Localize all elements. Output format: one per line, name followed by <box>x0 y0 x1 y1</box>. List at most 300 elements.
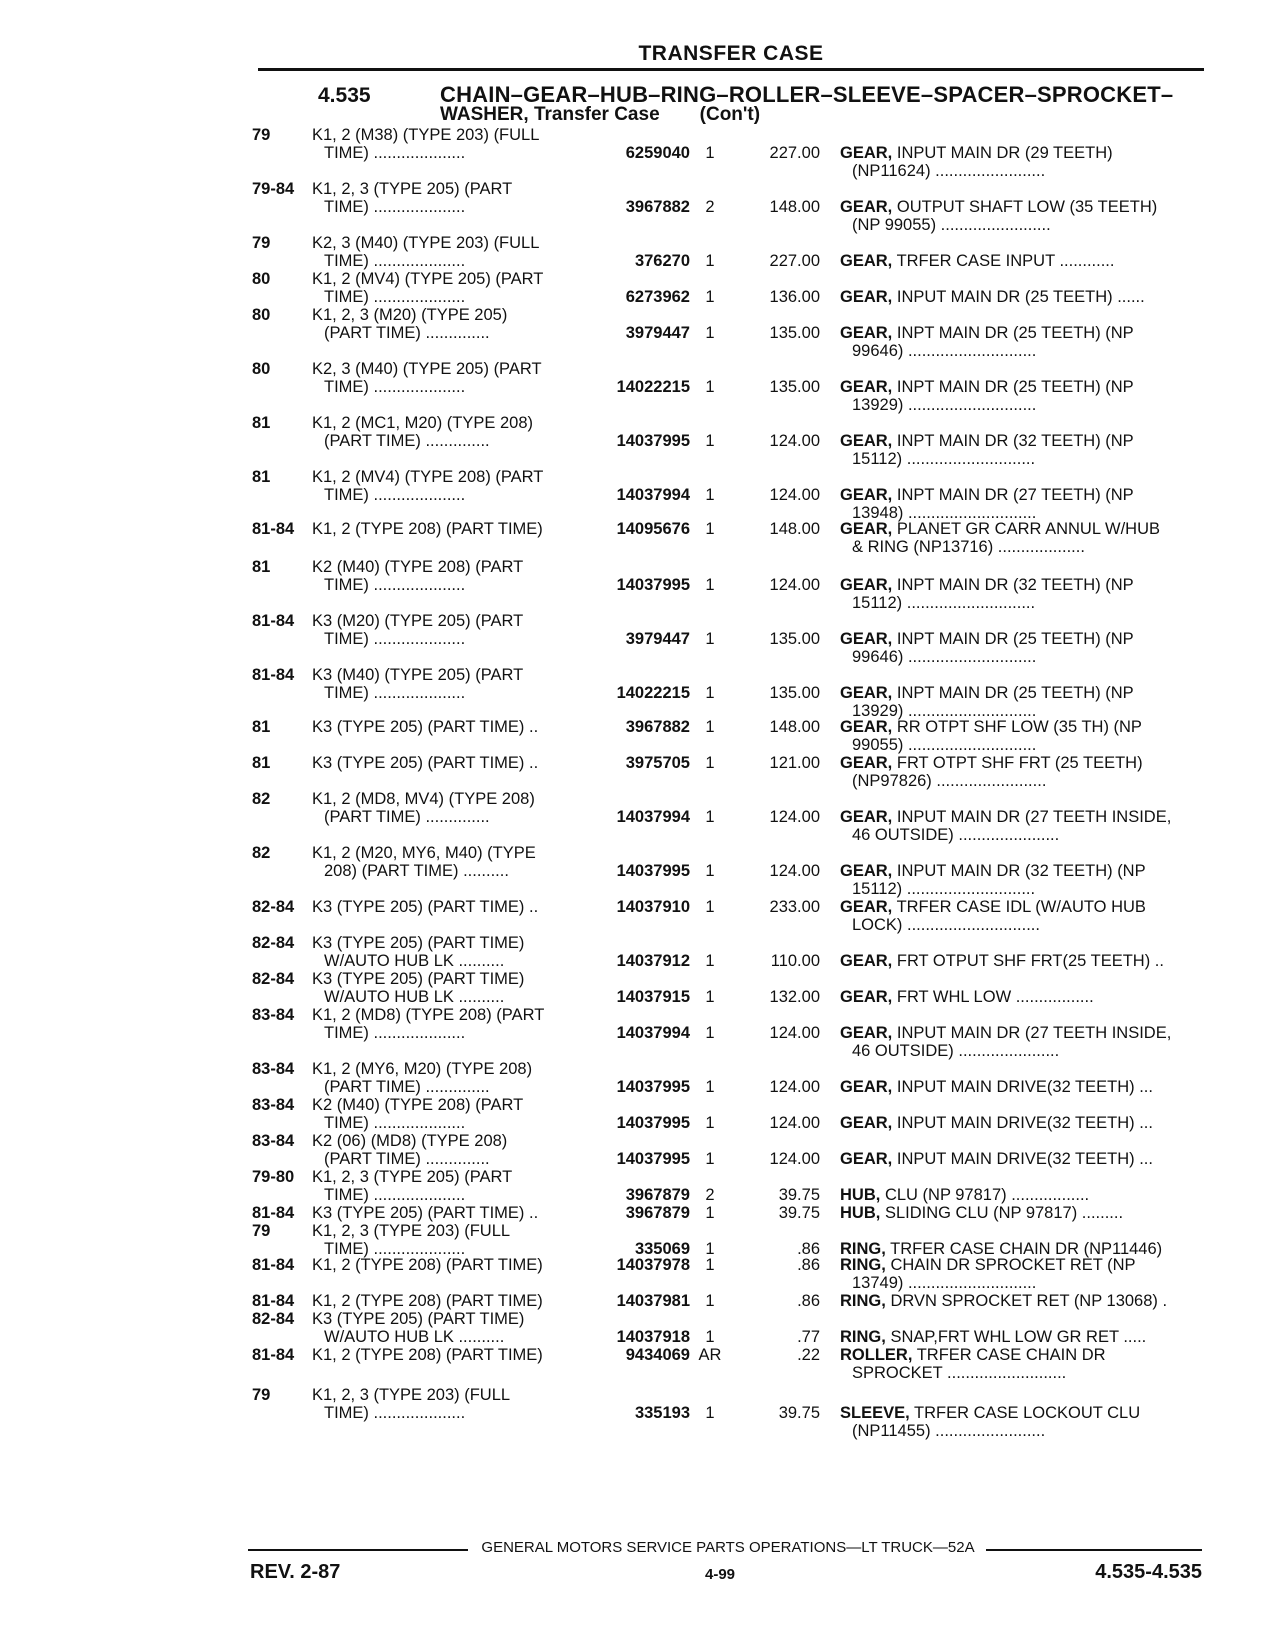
model-year: 79 <box>252 1222 271 1240</box>
description-line2: 99646) ............................ <box>852 342 1037 360</box>
description-line2: (NP 99055) ........................ <box>852 216 1051 234</box>
description-line1: INPUT MAIN DR (25 TEETH) ...... <box>896 288 1145 306</box>
description-line2: 46 OUTSIDE) ...................... <box>852 826 1060 844</box>
application-line1: K1, 2 (TYPE 208) (PART TIME) <box>312 520 543 538</box>
quantity: 1 <box>705 1240 715 1258</box>
model-year: 83-84 <box>252 1096 295 1114</box>
description-line1: TRFER CASE CHAIN DR <box>916 1346 1106 1364</box>
part-number: 3967882 <box>625 198 690 216</box>
model-year: 83-84 <box>252 1132 295 1150</box>
quantity: 1 <box>705 252 715 270</box>
model-year: 80 <box>252 306 271 324</box>
part-name: GEAR, <box>840 1078 893 1096</box>
description-line1: OUTPUT SHAFT LOW (35 TEETH) <box>896 198 1158 216</box>
part-name: GEAR, <box>840 1024 893 1042</box>
part-name: GEAR, <box>840 378 893 396</box>
quantity: 1 <box>705 288 715 306</box>
price: 124.00 <box>769 862 820 880</box>
model-year: 81-84 <box>252 1204 295 1222</box>
footer-section-ref: 4.535-4.535 <box>1095 1561 1202 1583</box>
part-number: 3967879 <box>625 1204 690 1222</box>
application-line1: K1, 2 (MD8) (TYPE 208) (PART <box>312 1006 545 1024</box>
part-name: GEAR, <box>840 1114 893 1132</box>
description <box>840 1404 1210 1423</box>
description-line1: INPUT MAIN DR (27 TEETH INSIDE, <box>896 808 1172 826</box>
description <box>840 1256 1210 1275</box>
part-number: 335069 <box>634 1240 690 1258</box>
model-year: 81 <box>252 558 271 576</box>
description-line1: INPUT MAIN DR (27 TEETH INSIDE, <box>896 1024 1172 1042</box>
quantity: 2 <box>705 198 715 216</box>
quantity: 1 <box>705 1024 715 1042</box>
application-line1: K1, 2 (MV4) (TYPE 208) (PART <box>312 468 544 486</box>
description-line1: INPT MAIN DR (25 TEETH) (NP <box>896 378 1134 396</box>
application-line1: K3 (TYPE 205) (PART TIME) .. <box>312 754 539 772</box>
section-title-line1: CHAIN–GEAR–HUB–RING–ROLLER–SLEEVE–SPACER–SPROCKET– <box>440 82 1174 107</box>
part-number: 14037915 <box>616 988 690 1006</box>
application-line2: TIME) .................... <box>324 144 466 162</box>
model-year: 81-84 <box>252 520 295 538</box>
part-name: GEAR, <box>840 432 893 450</box>
description-line2: 13929) ............................ <box>852 396 1037 414</box>
application-line1: K2 (M40) (TYPE 208) (PART <box>312 558 524 576</box>
description-line1: RR OTPT SHF LOW (35 TH) (NP <box>896 718 1142 736</box>
price: .77 <box>797 1328 820 1346</box>
description <box>840 952 1210 971</box>
model-year: 79 <box>252 126 271 144</box>
footer-publisher: GENERAL MOTORS SERVICE PARTS OPERATIONS—LT TRUCK—52A <box>481 1539 975 1556</box>
description <box>840 1114 1210 1133</box>
price: 135.00 <box>769 378 820 396</box>
part-name: GEAR, <box>840 718 893 736</box>
description <box>840 754 1210 773</box>
part-number: 3979447 <box>625 630 690 648</box>
price: 124.00 <box>769 1024 820 1042</box>
description-line1: TRFER CASE LOCKOUT CLU <box>914 1404 1141 1422</box>
part-number: 6273962 <box>625 288 690 306</box>
application-line2: (PART TIME) .............. <box>324 432 490 450</box>
description <box>840 486 1210 505</box>
description-line2: 13948) ............................ <box>852 504 1037 522</box>
description <box>840 1346 1210 1365</box>
price: 124.00 <box>769 432 820 450</box>
model-year: 81-84 <box>252 1256 295 1274</box>
part-name: RING, <box>840 1292 886 1310</box>
part-number: 376270 <box>634 252 690 270</box>
application-line2: TIME) .................... <box>324 378 466 396</box>
description <box>840 324 1210 343</box>
description-line1: TRFER CASE INPUT ............ <box>896 252 1115 270</box>
application-line1: K1, 2, 3 (TYPE 205) (PART <box>312 1168 513 1186</box>
description-line1: TRFER CASE CHAIN DR (NP11446) <box>890 1240 1163 1258</box>
description-line2: SPROCKET .......................... <box>852 1364 1067 1382</box>
footer-revision: REV. 2-87 <box>250 1561 341 1583</box>
model-year: 82-84 <box>252 1310 295 1328</box>
part-name: GEAR, <box>840 520 893 538</box>
price: 39.75 <box>778 1186 820 1204</box>
quantity: 1 <box>705 144 715 162</box>
application-line1: K1, 2, 3 (TYPE 203) (FULL <box>312 1222 511 1240</box>
part-name: GEAR, <box>840 988 893 1006</box>
quantity: 1 <box>705 520 715 538</box>
price: 135.00 <box>769 684 820 702</box>
model-year: 83-84 <box>252 1006 295 1024</box>
quantity: 1 <box>705 1404 715 1422</box>
description-line1: INPUT MAIN DR (29 TEETH) <box>896 144 1113 162</box>
application-line1: K1, 2 (TYPE 208) (PART TIME) <box>312 1292 543 1310</box>
part-name: GEAR, <box>840 252 893 270</box>
page-title: TRANSFER CASE <box>638 42 824 65</box>
part-name: GEAR, <box>840 862 893 880</box>
part-number: 14037994 <box>616 808 690 826</box>
price: .86 <box>797 1292 820 1310</box>
quantity: 1 <box>705 486 715 504</box>
part-name: GEAR, <box>840 808 893 826</box>
part-number: 14037995 <box>616 432 690 450</box>
application-line2: TIME) .................... <box>324 1404 466 1422</box>
description <box>840 630 1210 649</box>
part-name: RING, <box>840 1256 886 1274</box>
application-line1: K2 (M40) (TYPE 208) (PART <box>312 1096 524 1114</box>
part-number: 14037995 <box>616 862 690 880</box>
description <box>840 1204 1210 1223</box>
description <box>840 1292 1210 1311</box>
model-year: 81 <box>252 718 271 736</box>
quantity: 1 <box>705 808 715 826</box>
quantity: 1 <box>705 378 715 396</box>
part-name: GEAR, <box>840 576 893 594</box>
part-number: 14037995 <box>616 1078 690 1096</box>
application-line1: K1, 2 (MC1, M20) (TYPE 208) <box>312 414 533 432</box>
description-line2: 99646) ............................ <box>852 648 1037 666</box>
application-line1: K1, 2, 3 (M20) (TYPE 205) <box>312 306 508 324</box>
part-name: SLEEVE, <box>840 1404 910 1422</box>
part-number: 14037995 <box>616 1150 690 1168</box>
footer-rule-left <box>248 1549 468 1551</box>
description-line2: 46 OUTSIDE) ...................... <box>852 1042 1060 1060</box>
price: 39.75 <box>778 1404 820 1422</box>
part-name: GEAR, <box>840 324 893 342</box>
description-line1: INPT MAIN DR (25 TEETH) (NP <box>896 324 1134 342</box>
price: 110.00 <box>770 952 820 970</box>
quantity: 1 <box>705 754 715 772</box>
description-line1: INPT MAIN DR (27 TEETH) (NP <box>896 486 1134 504</box>
quantity: 1 <box>705 718 715 736</box>
part-number: 14037994 <box>616 1024 690 1042</box>
application-line2: (PART TIME) .............. <box>324 324 490 342</box>
application-line2: TIME) .................... <box>324 198 466 216</box>
application-line2: W/AUTO HUB LK .......... <box>324 1328 505 1346</box>
description <box>840 520 1210 539</box>
application-line1: K3 (TYPE 205) (PART TIME) .. <box>312 898 539 916</box>
part-name: GEAR, <box>840 952 893 970</box>
model-year: 81-84 <box>252 1346 295 1364</box>
application-line1: K3 (M20) (TYPE 205) (PART <box>312 612 524 630</box>
description-line1: CLU (NP 97817) ................. <box>884 1186 1090 1204</box>
part-number: 6259040 <box>625 144 690 162</box>
application-line1: K1, 2 (M20, MY6, M40) (TYPE <box>312 844 536 862</box>
description-line2: 15112) ............................ <box>852 594 1036 612</box>
description-line2: LOCK) ............................. <box>852 916 1040 934</box>
application-line2: TIME) .................... <box>324 1186 466 1204</box>
application-line2: 208) (PART TIME) .......... <box>324 862 509 880</box>
price: 124.00 <box>769 486 820 504</box>
quantity: 1 <box>705 988 715 1006</box>
price: 148.00 <box>769 520 820 538</box>
description-line1: INPT MAIN DR (25 TEETH) (NP <box>896 630 1134 648</box>
quantity: 1 <box>705 1328 715 1346</box>
description-line1: FRT WHL LOW ................. <box>896 988 1094 1006</box>
price: 124.00 <box>769 1078 820 1096</box>
application-line1: K3 (TYPE 205) (PART TIME) .. <box>312 1204 539 1222</box>
description-line1: INPUT MAIN DRIVE(32 TEETH) ... <box>896 1114 1153 1132</box>
description-line2: (NP11455) ........................ <box>852 1422 1046 1440</box>
part-number: 14037912 <box>616 952 690 970</box>
quantity: 1 <box>705 862 715 880</box>
description <box>840 718 1210 737</box>
part-number: 3967882 <box>625 718 690 736</box>
part-number: 14022215 <box>616 684 690 702</box>
model-year: 81-84 <box>252 666 295 684</box>
price: 136.00 <box>769 288 820 306</box>
price: 135.00 <box>769 324 820 342</box>
model-year: 81 <box>252 468 271 486</box>
price: 227.00 <box>769 252 820 270</box>
part-name: GEAR, <box>840 684 893 702</box>
part-name: GEAR, <box>840 898 893 916</box>
description <box>840 1150 1210 1169</box>
description-line2: & RING (NP13716) ................... <box>852 538 1085 556</box>
application-line2: (PART TIME) .............. <box>324 1078 490 1096</box>
application-line1: K2 (06) (MD8) (TYPE 208) <box>312 1132 508 1150</box>
model-year: 79 <box>252 1386 271 1404</box>
description <box>840 378 1210 397</box>
part-number: 9434069 <box>625 1346 690 1364</box>
description-line1: CHAIN DR SPROCKET RET (NP <box>890 1256 1136 1274</box>
model-year: 80 <box>252 270 271 288</box>
description-line2: 13929) ............................ <box>852 702 1037 720</box>
application-line1: K3 (TYPE 205) (PART TIME) <box>312 970 525 988</box>
model-year: 82-84 <box>252 898 295 916</box>
quantity: 1 <box>705 324 715 342</box>
price: 135.00 <box>769 630 820 648</box>
description-line1: SLIDING CLU (NP 97817) ......... <box>884 1204 1124 1222</box>
description <box>840 898 1210 917</box>
description-line2: 99055) ............................ <box>852 736 1037 754</box>
part-number: 3979447 <box>625 324 690 342</box>
model-year: 82-84 <box>252 934 295 952</box>
part-name: GEAR, <box>840 1150 893 1168</box>
application-line1: K2, 3 (M40) (TYPE 203) (FULL <box>312 234 540 252</box>
application-line2: TIME) .................... <box>324 630 466 648</box>
price: 39.75 <box>778 1204 820 1222</box>
model-year: 81-84 <box>252 612 295 630</box>
quantity: 1 <box>705 432 715 450</box>
description <box>840 252 1210 271</box>
part-name: HUB, <box>840 1186 881 1204</box>
model-year: 82 <box>252 790 271 808</box>
part-number: 14037994 <box>616 486 690 504</box>
part-number: 14037978 <box>616 1256 690 1274</box>
description-line1: INPT MAIN DR (32 TEETH) (NP <box>896 576 1134 594</box>
quantity: 1 <box>705 576 715 594</box>
quantity: 1 <box>705 630 715 648</box>
description-line1: INPUT MAIN DRIVE(32 TEETH) ... <box>896 1078 1153 1096</box>
model-year: 81 <box>252 754 271 772</box>
description-line1: INPUT MAIN DR (32 TEETH) (NP <box>896 862 1146 880</box>
description <box>840 1186 1210 1205</box>
description <box>840 432 1210 451</box>
price: 233.00 <box>769 898 820 916</box>
section-number: 4.535 <box>318 84 371 107</box>
quantity: 1 <box>705 1078 715 1096</box>
description-line1: DRVN SPROCKET RET (NP 13068) . <box>890 1292 1168 1310</box>
part-number: 3975705 <box>625 754 690 772</box>
application-line1: K1, 2 (MY6, M20) (TYPE 208) <box>312 1060 533 1078</box>
quantity: 1 <box>705 1292 715 1310</box>
model-year: 79-80 <box>252 1168 295 1186</box>
part-number: 14037995 <box>616 1114 690 1132</box>
description <box>840 576 1210 595</box>
description-line1: INPUT MAIN DRIVE(32 TEETH) ... <box>896 1150 1153 1168</box>
description <box>840 862 1210 881</box>
price: .22 <box>797 1346 820 1364</box>
model-year: 79-84 <box>252 180 295 198</box>
part-number: 14037918 <box>616 1328 690 1346</box>
description-line1: FRT OTPUT SHF FRT(25 TEETH) .. <box>896 952 1164 970</box>
application-line2: W/AUTO HUB LK .......... <box>324 952 505 970</box>
description-line1: TRFER CASE IDL (W/AUTO HUB <box>896 898 1146 916</box>
application-line2: TIME) .................... <box>324 1024 466 1042</box>
description-line1: SNAP,FRT WHL LOW GR RET ..... <box>890 1328 1147 1346</box>
price: 148.00 <box>769 718 820 736</box>
description-line2: (NP97826) ........................ <box>852 772 1047 790</box>
price: 124.00 <box>769 1150 820 1168</box>
description-line2: 13749) ............................ <box>852 1274 1037 1292</box>
quantity: 1 <box>705 1204 715 1222</box>
application-line1: K1, 2 (TYPE 208) (PART TIME) <box>312 1256 543 1274</box>
application-line1: K1, 2 (M38) (TYPE 203) (FULL <box>312 126 540 144</box>
price: 121.00 <box>769 754 820 772</box>
description-line2: (NP11624) ........................ <box>852 162 1046 180</box>
part-number: 335193 <box>634 1404 690 1422</box>
application-line2: TIME) .................... <box>324 486 466 504</box>
price: 124.00 <box>769 808 820 826</box>
application-line1: K1, 2 (TYPE 208) (PART TIME) <box>312 1346 543 1364</box>
application-line2: TIME) .................... <box>324 288 466 306</box>
part-name: GEAR, <box>840 144 893 162</box>
application-line1: K3 (TYPE 205) (PART TIME) <box>312 1310 525 1328</box>
part-name: RING, <box>840 1328 886 1346</box>
part-name: HUB, <box>840 1204 881 1222</box>
application-line1: K3 (M40) (TYPE 205) (PART <box>312 666 524 684</box>
model-year: 83-84 <box>252 1060 295 1078</box>
description <box>840 988 1210 1007</box>
model-year: 80 <box>252 360 271 378</box>
description <box>840 684 1210 703</box>
price: 124.00 <box>769 1114 820 1132</box>
description-line2: 15112) ............................ <box>852 880 1036 898</box>
application-line2: TIME) .................... <box>324 684 466 702</box>
description-line1: PLANET GR CARR ANNUL W/HUB <box>896 520 1160 538</box>
application-line1: K1, 2 (MD8, MV4) (TYPE 208) <box>312 790 535 808</box>
description <box>840 1078 1210 1097</box>
description <box>840 288 1210 307</box>
section-continued: (Con't) <box>699 104 761 125</box>
application-line2: (PART TIME) .............. <box>324 808 490 826</box>
quantity: 2 <box>705 1186 715 1204</box>
part-number: 14022215 <box>616 378 690 396</box>
model-year: 81 <box>252 414 271 432</box>
footer-page-number: 4-99 <box>704 1566 736 1583</box>
description <box>840 198 1210 217</box>
part-name: GEAR, <box>840 288 893 306</box>
application-line2: (PART TIME) .............. <box>324 1150 490 1168</box>
quantity: 1 <box>705 952 715 970</box>
part-number: 3967879 <box>625 1186 690 1204</box>
model-year: 82 <box>252 844 271 862</box>
description-line1: FRT OTPT SHF FRT (25 TEETH) <box>896 754 1143 772</box>
price: .86 <box>797 1240 820 1258</box>
description-line1: INPT MAIN DR (25 TEETH) (NP <box>896 684 1134 702</box>
description-line2: 15112) ............................ <box>852 450 1036 468</box>
application-line1: K2, 3 (M40) (TYPE 205) (PART <box>312 360 542 378</box>
application-line2: W/AUTO HUB LK .......... <box>324 988 505 1006</box>
part-name: ROLLER, <box>840 1346 913 1364</box>
application-line1: K1, 2, 3 (TYPE 205) (PART <box>312 180 513 198</box>
part-name: RING, <box>840 1240 886 1258</box>
description-line1: INPT MAIN DR (32 TEETH) (NP <box>896 432 1134 450</box>
application-line1: K3 (TYPE 205) (PART TIME) <box>312 934 525 952</box>
quantity: 1 <box>705 684 715 702</box>
application-line1: K1, 2 (MV4) (TYPE 205) (PART <box>312 270 544 288</box>
part-name: GEAR, <box>840 754 893 772</box>
application-line1: K3 (TYPE 205) (PART TIME) .. <box>312 718 539 736</box>
quantity: 1 <box>705 898 715 916</box>
price: .86 <box>797 1256 820 1274</box>
part-number: 14037981 <box>616 1292 690 1310</box>
application-line2: TIME) .................... <box>324 252 466 270</box>
section-title-text: WASHER, Transfer Case <box>440 104 660 125</box>
price: 132.00 <box>769 988 820 1006</box>
application-line1: K1, 2, 3 (TYPE 203) (FULL <box>312 1386 511 1404</box>
part-number: 14037995 <box>616 576 690 594</box>
price: 124.00 <box>769 576 820 594</box>
part-number: 14095676 <box>616 520 690 538</box>
description <box>840 144 1210 163</box>
part-name: GEAR, <box>840 198 893 216</box>
model-year: 82-84 <box>252 970 295 988</box>
part-name: GEAR, <box>840 486 893 504</box>
application-line2: TIME) .................... <box>324 1240 466 1258</box>
model-year: 81-84 <box>252 1292 295 1310</box>
application-line2: TIME) .................... <box>324 1114 466 1132</box>
quantity: 1 <box>705 1256 715 1274</box>
description <box>840 1024 1210 1043</box>
description <box>840 808 1210 827</box>
quantity: 1 <box>705 1150 715 1168</box>
quantity: 1 <box>705 1114 715 1132</box>
application-line2: TIME) .................... <box>324 576 466 594</box>
footer-rule-right <box>986 1549 1202 1551</box>
model-year: 79 <box>252 234 271 252</box>
price: 227.00 <box>769 144 820 162</box>
quantity: AR <box>698 1346 722 1364</box>
part-number: 14037910 <box>616 898 690 916</box>
price: 148.00 <box>769 198 820 216</box>
description <box>840 1328 1210 1347</box>
part-name: GEAR, <box>840 630 893 648</box>
